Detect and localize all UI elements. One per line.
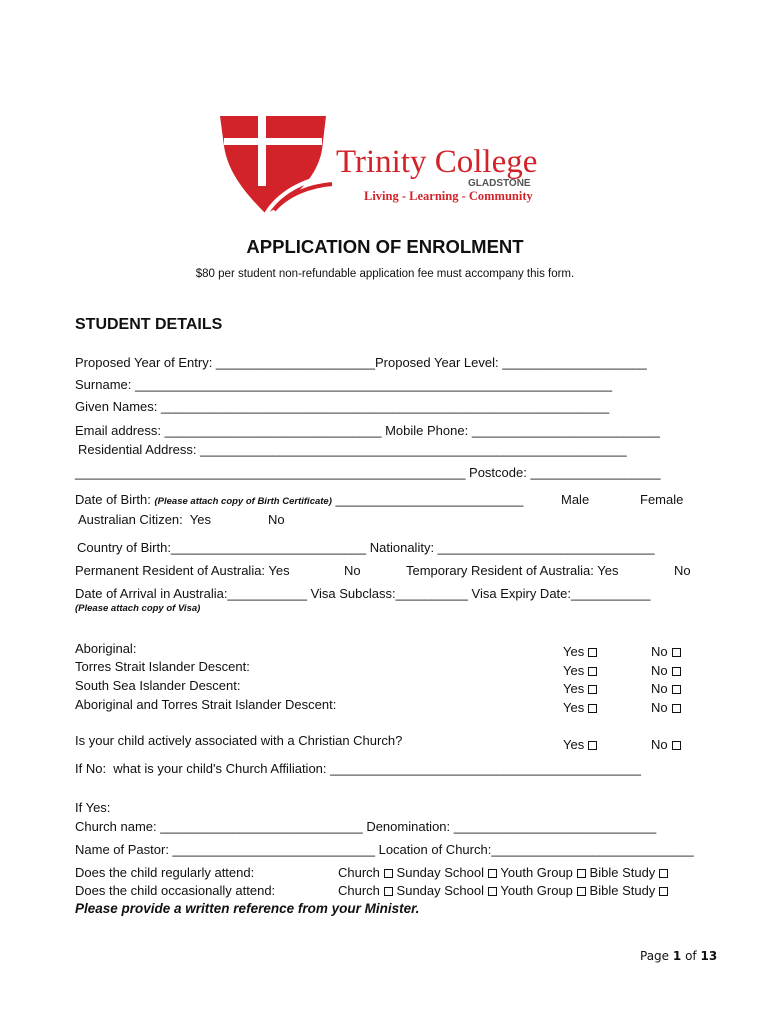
heritage-label: Aboriginal and Torres Strait Islander Descent: bbox=[75, 697, 337, 712]
regular-attend-options[interactable] bbox=[338, 865, 668, 880]
church-no[interactable] bbox=[651, 737, 681, 752]
checkbox-icon[interactable] bbox=[588, 685, 597, 694]
citizen-label: Australian Citizen: Yes bbox=[78, 512, 211, 527]
page-number bbox=[640, 949, 717, 963]
logo-name: Trinity College bbox=[336, 144, 538, 180]
option-sunday-school: Sunday School bbox=[396, 865, 484, 880]
heritage-no[interactable] bbox=[651, 700, 681, 715]
postcode-field[interactable]: ______________________________________________________ Postcode: __________________ bbox=[75, 465, 661, 480]
page-current: 1 bbox=[672, 949, 682, 963]
option-sunday-school: Sunday School bbox=[396, 883, 484, 898]
option-bible-study: Bible Study bbox=[589, 865, 656, 880]
option-church: Church bbox=[338, 865, 380, 880]
country-nationality-field[interactable]: Country of Birth:___________________________ Nationality: ______________________________ bbox=[77, 540, 655, 555]
checkbox-icon[interactable] bbox=[659, 869, 668, 878]
yes-label: Yes bbox=[563, 737, 585, 752]
address-field[interactable]: Residential Address: ___________________________________________________________ bbox=[78, 442, 627, 457]
dob-text: Date of Birth: bbox=[75, 492, 151, 507]
checkbox-icon[interactable] bbox=[384, 869, 393, 878]
pastor-field[interactable]: Name of Pastor: ____________________________ Location of Church:____________________________ bbox=[75, 842, 694, 857]
logo-sub: GLADSTONE bbox=[468, 178, 531, 189]
section-heading: STUDENT DETAILS bbox=[75, 316, 223, 333]
yes-label: Yes bbox=[563, 681, 585, 696]
logo-tagline: Living - Learning - Community bbox=[364, 189, 533, 203]
no-label: No bbox=[651, 700, 668, 715]
dob-note: (Please attach copy of Birth Certificate) bbox=[154, 496, 332, 507]
no-label: No bbox=[651, 681, 668, 696]
heritage-no[interactable] bbox=[651, 644, 681, 659]
heritage-no[interactable] bbox=[651, 663, 681, 678]
checkbox-icon[interactable] bbox=[488, 869, 497, 878]
email-mobile-field[interactable]: Email address: ______________________________ Mobile Phone: __________________________ bbox=[75, 423, 660, 438]
checkbox-icon[interactable] bbox=[672, 667, 681, 676]
checkbox-icon[interactable] bbox=[577, 887, 586, 896]
checkbox-icon[interactable] bbox=[672, 741, 681, 750]
page-total: 13 bbox=[700, 949, 718, 963]
yes-label: Yes bbox=[563, 644, 585, 659]
checkbox-icon[interactable] bbox=[384, 887, 393, 896]
checkbox-icon[interactable] bbox=[672, 648, 681, 657]
temporary-no-option[interactable]: No bbox=[674, 563, 691, 578]
permanent-resident-label: Permanent Resident of Australia: Yes bbox=[75, 563, 290, 578]
temporary-resident-label: Temporary Resident of Australia: Yes bbox=[406, 563, 619, 578]
year-entry-field[interactable]: Proposed Year of Entry: ______________________Proposed Year Level: ____________________ bbox=[75, 355, 647, 370]
fee-note: $80 per student non-refundable application fee must accompany this form. bbox=[195, 268, 575, 280]
page-of: of bbox=[685, 949, 697, 963]
arrival-visa-field[interactable]: Date of Arrival in Australia:___________ Visa Subclass:__________ Visa Expiry Date:___________ bbox=[75, 586, 651, 601]
page-label: Page bbox=[640, 949, 670, 963]
given-names-field[interactable]: Given Names: ______________________________________________________________ bbox=[75, 399, 610, 414]
checkbox-icon[interactable] bbox=[488, 887, 497, 896]
heritage-no[interactable] bbox=[651, 681, 681, 696]
heritage-label: South Sea Islander Descent: bbox=[75, 678, 241, 693]
heritage-yes[interactable] bbox=[563, 700, 597, 715]
checkbox-icon[interactable] bbox=[588, 648, 597, 657]
college-logo bbox=[218, 110, 618, 222]
occasional-attend-label: Does the child occasionally attend: bbox=[75, 883, 276, 898]
heritage-yes[interactable] bbox=[563, 681, 597, 696]
church-question: Is your child actively associated with a Christian Church? bbox=[75, 733, 403, 748]
heritage-yes[interactable] bbox=[563, 663, 597, 678]
checkbox-icon[interactable] bbox=[588, 741, 597, 750]
checkbox-icon[interactable] bbox=[672, 704, 681, 713]
regular-attend-label: Does the child regularly attend: bbox=[75, 865, 255, 880]
dob-label bbox=[75, 492, 524, 507]
checkbox-icon[interactable] bbox=[577, 869, 586, 878]
yes-label: Yes bbox=[563, 700, 585, 715]
visa-note: (Please attach copy of Visa) bbox=[75, 603, 201, 614]
checkbox-icon[interactable] bbox=[588, 667, 597, 676]
no-label: No bbox=[651, 663, 668, 678]
option-bible-study: Bible Study bbox=[589, 883, 656, 898]
checkbox-icon[interactable] bbox=[672, 685, 681, 694]
option-youth-group: Youth Group bbox=[500, 883, 573, 898]
if-yes-label: If Yes: bbox=[75, 800, 111, 815]
no-label: No bbox=[651, 644, 668, 659]
church-affiliation-field[interactable]: If No: what is your child's Church Affiliation: ___________________________________________ bbox=[75, 761, 642, 776]
checkbox-icon[interactable] bbox=[588, 704, 597, 713]
female-option[interactable]: Female bbox=[640, 492, 684, 507]
reference-note: Please provide a written reference from your Minister. bbox=[75, 901, 420, 916]
no-label: No bbox=[651, 737, 668, 752]
surname-field[interactable]: Surname: __________________________________________________________________ bbox=[75, 377, 613, 392]
option-youth-group: Youth Group bbox=[500, 865, 573, 880]
yes-label: Yes bbox=[563, 663, 585, 678]
citizen-no-option[interactable]: No bbox=[268, 512, 285, 527]
checkbox-icon[interactable] bbox=[659, 887, 668, 896]
cross-shield-icon bbox=[220, 116, 332, 214]
heritage-label: Aboriginal: bbox=[75, 641, 137, 656]
option-church: Church bbox=[338, 883, 380, 898]
male-option[interactable]: Male bbox=[561, 492, 590, 507]
permanent-no-option[interactable]: No bbox=[344, 563, 361, 578]
occasional-attend-options[interactable] bbox=[338, 883, 668, 898]
heritage-yes[interactable] bbox=[563, 644, 597, 659]
dob-line[interactable]: __________________________ bbox=[335, 492, 524, 507]
church-yes[interactable] bbox=[563, 737, 597, 752]
church-name-field[interactable]: Church name: ____________________________ Denomination: ____________________________ bbox=[75, 819, 657, 834]
page-title: APPLICATION OF ENROLMENT bbox=[246, 236, 524, 257]
heritage-label: Torres Strait Islander Descent: bbox=[75, 659, 250, 674]
